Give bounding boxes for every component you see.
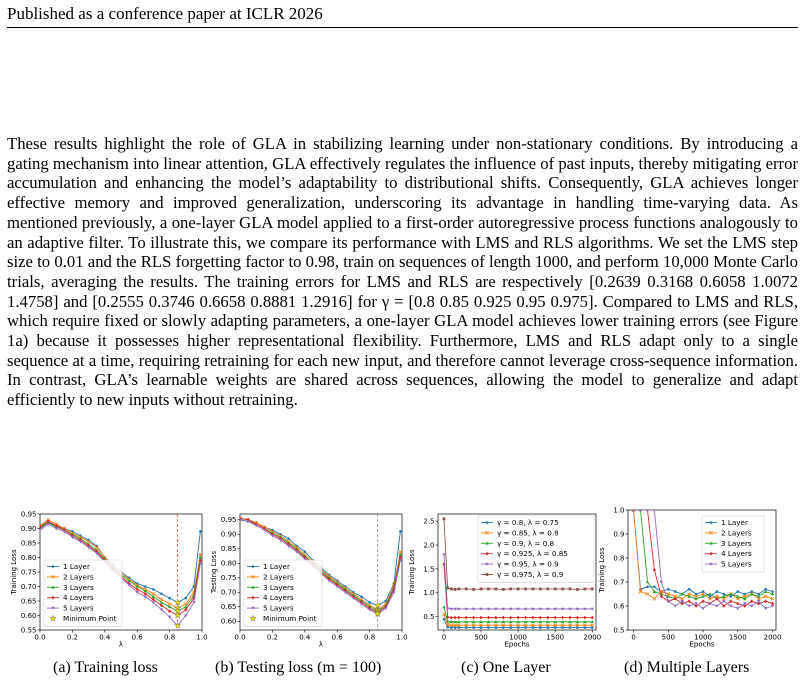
series-point — [561, 588, 564, 591]
y-tick-label: 0.7 — [613, 578, 625, 587]
series-point — [287, 537, 290, 540]
y-tick-label: 0.70 — [20, 582, 37, 591]
legend — [44, 560, 122, 626]
y-tick-label: 0.70 — [220, 588, 237, 597]
series-point — [576, 626, 579, 629]
series-point — [199, 530, 202, 533]
y-tick-label: 0.8 — [613, 554, 625, 563]
legend-label: 4 Layers — [263, 593, 294, 603]
legend-label: 1 Layer — [721, 518, 748, 527]
series-point — [716, 590, 719, 593]
y-axis-label: Testing Loss — [210, 550, 218, 594]
series-point — [453, 616, 456, 620]
series-point — [450, 588, 453, 591]
series-point — [646, 586, 649, 589]
series-point — [509, 626, 512, 629]
series-point — [446, 587, 449, 590]
x-tick-label: 1000 — [509, 633, 528, 642]
y-tick-label: 1.0 — [613, 506, 625, 515]
series-point — [168, 597, 171, 600]
y-tick-label: 0.6 — [613, 602, 625, 611]
y-tick-label: 1.0 — [423, 589, 435, 598]
legend-label: 4 Layers — [63, 593, 94, 603]
y-tick-label: 0.55 — [20, 626, 37, 635]
x-tick-label: 500 — [661, 633, 675, 642]
chart-d-svg — [598, 506, 802, 649]
y-tick-label: 0.90 — [20, 524, 37, 533]
series-point — [653, 586, 656, 589]
series-point — [750, 605, 753, 608]
series-point — [539, 588, 542, 591]
legend-label: 3 Layers — [721, 538, 752, 548]
y-tick-label: 0.60 — [220, 617, 237, 626]
x-tick-label: 1500 — [546, 633, 565, 642]
series-point — [701, 607, 704, 610]
series-point — [674, 605, 677, 608]
series-point — [480, 588, 483, 591]
y-tick-label: 1.5 — [423, 565, 435, 574]
series-point — [667, 588, 670, 591]
y-tick-label: 0.90 — [220, 530, 237, 539]
legend-label: γ = 0.95, λ = 0.9 — [497, 559, 559, 569]
x-axis-label: λ — [118, 640, 124, 649]
series-point — [532, 588, 535, 591]
series-point — [487, 616, 490, 620]
series-point — [591, 616, 594, 620]
series-point — [304, 550, 307, 553]
series-point — [442, 553, 445, 556]
series-point — [160, 592, 163, 595]
x-tick-label: 0 — [441, 633, 447, 642]
x-axis-label: λ — [318, 640, 324, 649]
series-point — [524, 588, 527, 591]
y-tick-label: 0.5 — [613, 626, 625, 635]
series-point — [736, 602, 739, 606]
legend-marker — [52, 565, 55, 568]
y-tick-label: 0.9 — [613, 530, 625, 539]
y-tick-label: 0.80 — [220, 559, 237, 568]
series-point — [569, 588, 572, 591]
series-point — [709, 595, 712, 598]
legend-marker — [710, 521, 713, 524]
series-point — [152, 588, 155, 591]
y-tick-label: 2.0 — [423, 541, 435, 550]
series-point — [472, 616, 475, 620]
series-point — [494, 616, 497, 620]
series-point — [583, 616, 586, 620]
x-tick-label: 0.0 — [234, 633, 246, 642]
y-tick-label: 0.80 — [20, 553, 37, 562]
series-point — [539, 616, 542, 620]
series-point — [561, 626, 564, 629]
series-point — [517, 588, 520, 591]
series-point — [465, 588, 468, 591]
series-point — [653, 568, 656, 572]
legend — [244, 560, 322, 626]
series-point — [144, 585, 147, 588]
series-point — [591, 588, 594, 591]
series-point — [576, 588, 579, 591]
series-point — [450, 626, 453, 629]
series-point — [465, 626, 468, 629]
x-tick-label: 2000 — [583, 633, 602, 642]
series-point — [487, 626, 490, 629]
legend-label: 1 Layer — [263, 562, 290, 571]
series-point — [660, 581, 663, 584]
x-axis-label: Epochs — [504, 640, 530, 649]
series-point — [457, 616, 460, 620]
series-point — [702, 590, 705, 593]
series-point — [584, 626, 587, 629]
series-point — [764, 599, 767, 603]
series-point — [495, 626, 498, 629]
series-point — [368, 601, 371, 604]
series-point — [524, 616, 527, 620]
legend-label: 2 Layers — [721, 528, 752, 538]
series-point — [708, 592, 711, 595]
body-paragraph — [7, 134, 798, 410]
caption-a: (a) Training loss — [53, 659, 158, 676]
series-point — [399, 530, 402, 533]
series-point — [517, 616, 520, 620]
series-point — [531, 616, 534, 620]
legend-label: 2 Layers — [63, 572, 94, 582]
series-point — [764, 607, 767, 610]
caption-d: (d) Multiple Layers — [624, 659, 750, 676]
series-point — [479, 616, 482, 620]
series-point — [360, 595, 363, 598]
series-point — [546, 616, 549, 620]
legend-label: 2 Layers — [263, 572, 294, 582]
page-header: Published as a conference paper at ICLR 2026 — [7, 4, 323, 23]
series-point — [546, 626, 549, 629]
series-point — [687, 605, 690, 608]
legend-label: 3 Layers — [263, 582, 294, 592]
y-tick-label: 0.5 — [423, 613, 435, 622]
series-point — [576, 616, 579, 620]
legend-label: 4 Layers — [721, 549, 752, 559]
series-point — [454, 588, 457, 591]
series-point — [524, 626, 527, 629]
series-point — [38, 529, 41, 532]
series-point — [502, 588, 505, 591]
y-tick-label: 0.65 — [220, 603, 237, 612]
legend-marker — [486, 573, 489, 576]
x-tick-label: 0.4 — [299, 633, 311, 642]
series-point — [465, 616, 468, 620]
series-point — [443, 517, 446, 520]
y-tick-label: 2.5 — [423, 517, 435, 526]
series-point — [583, 588, 586, 591]
x-tick-label: 0.6 — [331, 633, 343, 642]
header-rule — [7, 27, 798, 28]
series-point — [532, 626, 535, 629]
x-tick-label: 1000 — [694, 633, 712, 642]
series-point — [450, 616, 453, 620]
x-tick-label: 0.0 — [34, 633, 46, 642]
legend-label: γ = 0.85, λ = 0.8 — [497, 528, 559, 538]
series-point — [509, 616, 512, 620]
x-tick-label: 0.2 — [266, 633, 278, 642]
y-tick-label: 0.75 — [20, 568, 37, 577]
figure-c — [410, 508, 610, 648]
series-point — [480, 626, 483, 629]
legend-label: γ = 0.975, λ = 0.9 — [497, 570, 564, 579]
legend-label: Minimum Point — [263, 614, 317, 623]
series-point — [646, 580, 649, 583]
series-point — [743, 593, 746, 596]
chart-c-svg — [410, 508, 610, 648]
legend-marker — [252, 565, 255, 568]
caption-b: (b) Testing loss (m = 100) — [215, 659, 382, 676]
x-tick-label: 1500 — [728, 633, 747, 642]
legend-label: γ = 0.925, λ = 0.85 — [497, 549, 568, 559]
caption-c: (c) One Layer — [461, 659, 551, 676]
x-tick-label: 1.0 — [396, 633, 408, 642]
y-tick-label: 0.95 — [220, 516, 237, 525]
x-tick-label: 0 — [631, 633, 636, 642]
x-tick-label: 500 — [474, 633, 488, 642]
series-point — [546, 588, 549, 591]
series-point — [554, 626, 557, 629]
y-tick-label: 0.85 — [20, 539, 37, 548]
series-point — [472, 588, 475, 591]
series-point — [568, 616, 571, 620]
series-point — [591, 626, 594, 629]
series-point — [730, 595, 733, 598]
legend-label: γ = 0.8, λ = 0.75 — [497, 518, 559, 527]
legend-label: 3 Layers — [63, 582, 94, 592]
legend — [478, 516, 594, 582]
series-point — [695, 593, 698, 596]
series-point — [688, 588, 691, 591]
x-tick-label: 0.2 — [66, 633, 78, 642]
series-point — [736, 607, 739, 610]
y-axis-label: Training Loss — [408, 549, 416, 595]
series-point — [472, 626, 475, 629]
x-tick-label: 0.8 — [364, 633, 376, 642]
chart-a-svg — [8, 508, 208, 648]
series-point — [487, 588, 490, 591]
series-point — [539, 626, 542, 629]
legend-label: 5 Layers — [263, 603, 294, 613]
series-point — [457, 588, 460, 591]
legend-label: γ = 0.9, λ = 0.8 — [497, 538, 555, 548]
series-point — [715, 605, 718, 608]
x-axis-label: Epochs — [689, 640, 715, 649]
series-point — [442, 605, 445, 608]
y-tick-label: 0.65 — [20, 597, 37, 606]
legend — [702, 516, 764, 572]
legend-label: 1 Layer — [63, 562, 90, 571]
y-axis-label: Training Loss — [598, 547, 606, 593]
series-point — [457, 626, 460, 629]
legend-label: 5 Layers — [63, 603, 94, 613]
series-point — [736, 590, 739, 593]
legend-marker — [486, 521, 489, 524]
series-point — [653, 597, 656, 600]
x-tick-label: 2000 — [763, 633, 782, 642]
series-point — [502, 616, 505, 620]
series-point — [454, 626, 457, 629]
series-point — [569, 626, 572, 629]
y-tick-label: 0.85 — [220, 545, 237, 554]
y-axis-label: Training Loss — [10, 549, 18, 595]
figure-d — [598, 506, 802, 649]
y-tick-label: 0.95 — [20, 510, 37, 519]
figure-a — [8, 508, 208, 648]
x-tick-label: 0.8 — [164, 633, 176, 642]
y-tick-label: 0.75 — [220, 574, 237, 583]
x-tick-label: 1.0 — [196, 633, 208, 642]
series-point — [674, 590, 677, 593]
series-point — [561, 616, 564, 620]
x-tick-label: 0.6 — [131, 633, 143, 642]
paragraph-text: These results highlight the role of GLA in stabilizing learning under non-stationary conditions. By introducing a gating mechanism into linear attention, GLA effectively regulates the influence of past inputs, thereby mitigating error accumulation and enhancing the model’s adaptability to distributional shifts. Consequently, GLA achieves longer effective memory and improved generalization, underscoring its advantage in handling time-varying data. As mentioned previously, a one-layer GLA model applied to a first-order autoregressive process functions analogously to an adaptive filter. To illustrate this, we compare its performance with LMS and RLS algorithms. We set the LMS step size to 0.01 and the RLS forgetting factor to 0.98, train on sequences of length 1000, and perform 10,000 Monte Carlo trials, averaging the results. The training errors for LMS and RLS are respectively [0.2639 0.3168 0.6058 1.0072 1.4758] and [0.2555 0.3746 0.6658 0.8881 1.2916] for γ = [0.8 0.85 0.925 0.95 0.975]. Compared to LMS and RLS, which require fixed or slowly adapting parameters, a one-layer GLA model achieves lower training errors (see Figure 1a) because it possesses higher representational flexibility. Furthermore, LMS and RLS adapt only to a single sequence at a time, requiring retraining for each new input, and therefore cannot leverage cross-sequence information. In contrast, GLA’s learnable weights are shared across sequences, allowing the model to generalize and adapt efficiently to new inputs without retraining. — [7, 134, 798, 410]
series-point — [494, 588, 497, 591]
series-point — [517, 626, 520, 629]
chart-b-svg — [208, 508, 408, 648]
series-point — [554, 588, 557, 591]
series-point — [502, 626, 505, 629]
y-tick-label: 0.60 — [20, 611, 37, 620]
series-point — [185, 597, 188, 600]
legend-label: Minimum Point — [63, 614, 117, 623]
series-point — [509, 588, 512, 591]
series-point — [554, 616, 557, 620]
x-tick-label: 0.4 — [99, 633, 111, 642]
legend-label: 5 Layers — [721, 559, 752, 569]
series-point — [446, 626, 449, 629]
figure-b — [208, 508, 408, 648]
